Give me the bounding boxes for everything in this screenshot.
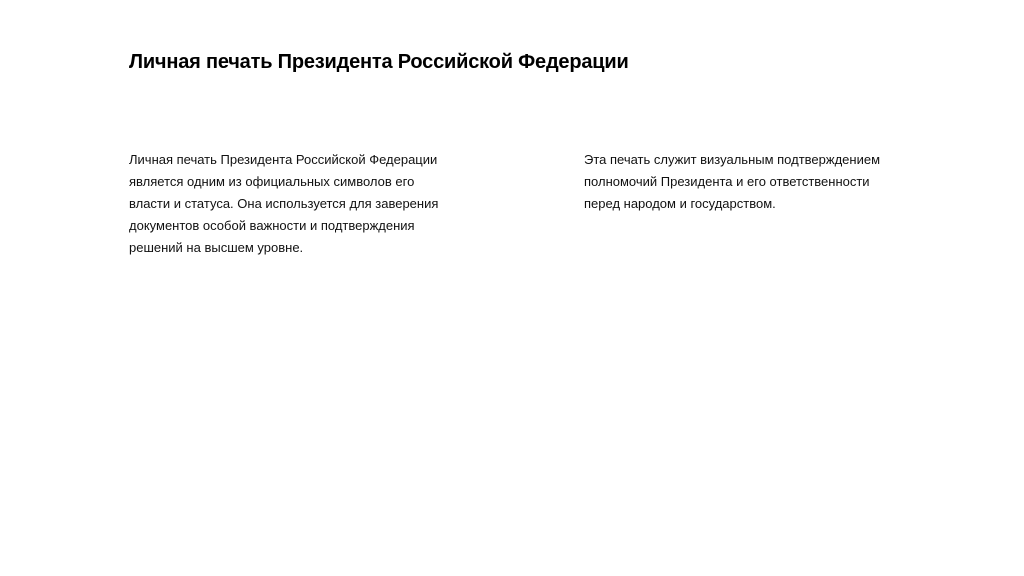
text-line: Эта печать служит визуальным подтверждением	[584, 152, 881, 167]
text-line: является одним из официальных символов его	[129, 174, 415, 189]
text-line: Личная печать Президента Российской Федерации	[129, 152, 438, 167]
text-line: документов особой важности и подтверждения	[129, 218, 415, 233]
text-line: перед народом и государством.	[584, 196, 776, 211]
slide-title: Личная печать Президента Российской Федерации	[129, 51, 629, 73]
right-text-column	[584, 149, 914, 215]
left-text-column	[129, 149, 469, 259]
text-line: решений на высшем уровне.	[129, 240, 304, 255]
text-line: полномочий Президента и его ответственности	[584, 174, 870, 189]
text-line: власти и статуса. Она используется для заверения	[129, 196, 439, 211]
